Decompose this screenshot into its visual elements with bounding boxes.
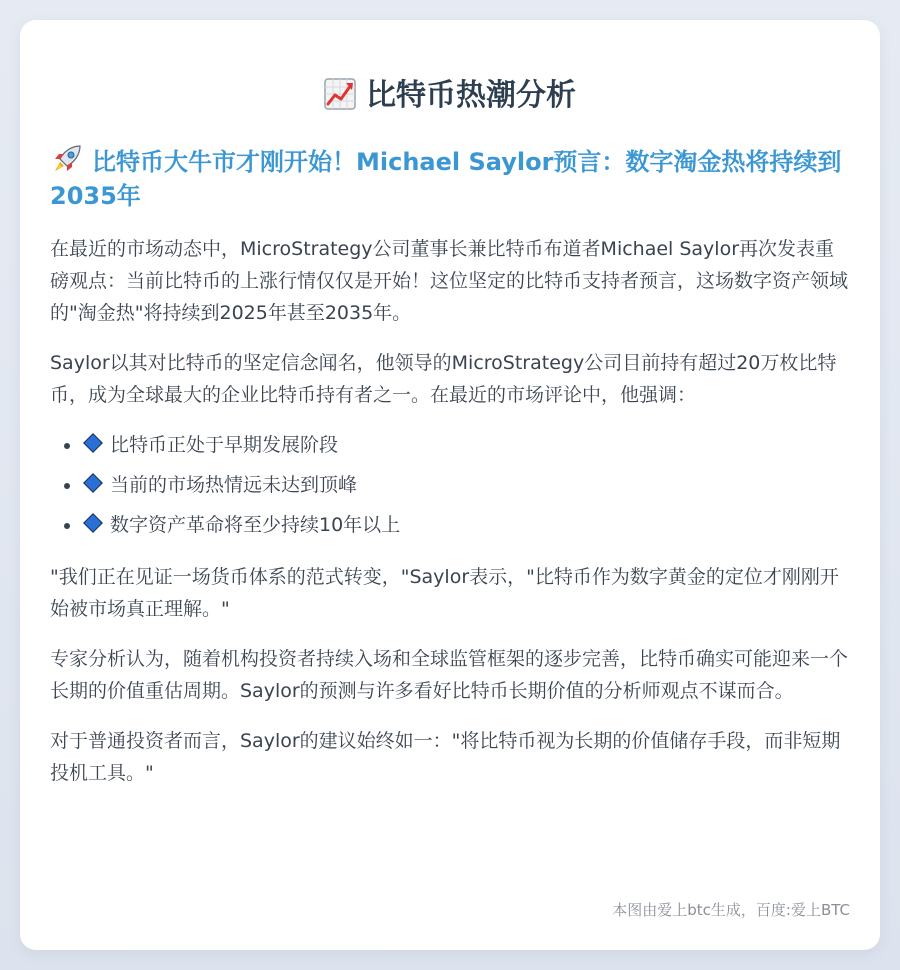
blue-diamond-icon <box>83 433 103 453</box>
paragraph-intro: 在最近的市场动态中，MicroStrategy公司董事长兼比特币布道者Michael Saylor再次发表重磅观点：当前比特币的上涨行情仅仅是开始！这位坚定的比特币支持者预言，这场数字资产领域的"淘金热"将持续到2025年甚至2035年。 <box>50 238 849 324</box>
article-headline: 比特币大牛市才刚开始！Michael Saylor预言：数字淘金热将持续到2035年 <box>50 148 842 210</box>
article-card <box>20 20 880 950</box>
key-points-list <box>50 425 850 545</box>
list-item-text: 当前的市场热情远未达到顶峰 <box>110 474 358 496</box>
rocket-icon <box>50 142 84 176</box>
chart-increasing-icon <box>324 78 356 110</box>
blue-diamond-icon <box>83 513 103 533</box>
page-title-row <box>50 76 850 116</box>
paragraph-quote: "我们正在见证一场货币体系的范式转变，"Saylor表示，"比特币作为数字黄金的定位才刚刚开始被市场真正理解。" <box>50 566 839 620</box>
list-item-text: 比特币正处于早期发展阶段 <box>110 434 339 456</box>
page-title: 比特币热潮分析 <box>366 78 576 113</box>
footer-note: 本图由爱上btc生成，百度:爱上BTC <box>612 901 850 919</box>
article-headline-row <box>50 142 850 213</box>
list-item-text: 数字资产革命将至少持续10年以上 <box>110 514 401 536</box>
paragraph-expert-analysis: 专家分析认为，随着机构投资者持续入场和全球监管框架的逐步完善，比特币确实可能迎来一个长期的价值重估周期。Saylor的预测与许多看好比特币长期价值的分析师观点不谋而合。 <box>50 648 849 702</box>
list-item <box>82 465 850 505</box>
blue-diamond-icon <box>83 473 103 493</box>
paragraph-investor-advice: 对于普通投资者而言，Saylor的建议始终如一："将比特币视为长期的价值储存手段，而非短期投机工具。" <box>50 730 841 784</box>
list-item <box>82 505 850 545</box>
paragraph-saylor-background: Saylor以其对比特币的坚定信念闻名，他领导的MicroStrategy公司目前持有超过20万枚比特币，成为全球最大的企业比特币持有者之一。在最近的市场评论中，他强调： <box>50 352 837 406</box>
list-item <box>82 425 850 465</box>
article-body <box>50 233 850 789</box>
